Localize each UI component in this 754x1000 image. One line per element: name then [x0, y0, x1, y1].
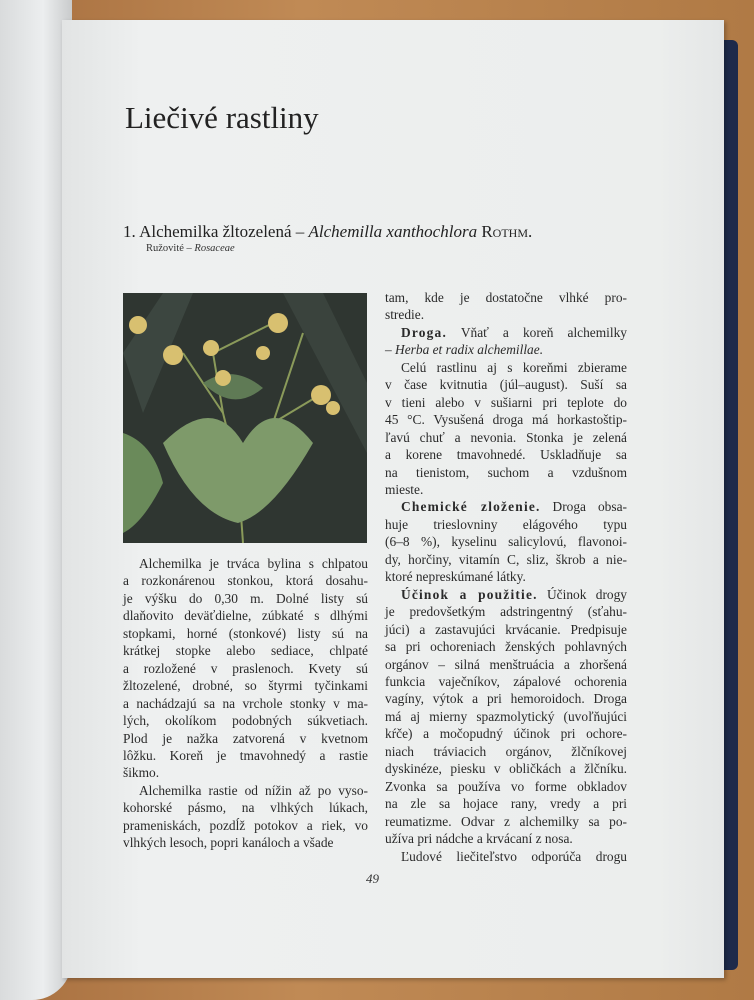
text-line	[123, 677, 368, 694]
text-column-right	[385, 289, 627, 865]
line-text: v čase kvitnutia (júl–august). Suší sa	[385, 377, 627, 393]
entry-heading	[123, 222, 532, 242]
text-line	[123, 642, 368, 659]
line-text: Ľudové liečiteľstvo odporúča drogu	[401, 848, 627, 864]
line-text: Vňať a koreň alchemilky	[447, 324, 627, 340]
line-text: dyskinéze, piesku v obličkách a žlčníku.	[385, 761, 627, 777]
line-text: niach tráviacich orgánov, žlčníkovej	[385, 743, 627, 759]
section-heading: Účinok a použitie.	[401, 586, 538, 602]
line-text: júci) a zastavujúci krvácanie. Predpisuje	[385, 621, 627, 637]
section-heading: Droga.	[401, 324, 448, 340]
text-line	[385, 289, 627, 306]
text-line	[385, 708, 627, 725]
line-text: a korene tmavohnedé. Uskladňuje sa	[385, 447, 627, 463]
text-line	[385, 795, 627, 812]
text-line	[385, 778, 627, 795]
entry-author: Rothm.	[481, 222, 533, 241]
text-line	[123, 555, 368, 572]
line-text: Celú rastlinu aj s koreňmi zbierame	[401, 359, 627, 375]
dash: –	[291, 222, 309, 241]
line-text: sa pri ochoreniach ženských pohlavných	[385, 639, 627, 655]
text-line	[123, 572, 368, 589]
line-text: reumatizme. Odvar z alchemilky sa po-	[385, 813, 627, 829]
text-line	[385, 306, 627, 323]
line-text: Účinok drogy	[537, 586, 627, 602]
line-text: vagíny, výtok a pri hemoroidoch. Droga	[385, 691, 627, 707]
family-sk: Ružovité	[146, 243, 184, 254]
text-line	[385, 464, 627, 481]
line-text: Zvonka sa používa vo forme obkladov	[385, 778, 627, 794]
text-line	[385, 638, 627, 655]
line-text: stredie.	[385, 307, 425, 323]
line-text: lôžku. Koreň je tmavohnedý a rastie	[123, 747, 368, 763]
text-line	[385, 446, 627, 463]
line-text: na tienistom, suchom a vzdušnom	[385, 464, 627, 480]
text-line	[385, 341, 627, 358]
text-line	[385, 813, 627, 830]
line-text: 45 °C. Vysušená droga má horkastoštip-	[385, 412, 627, 428]
line-text: huje trieslovniny elágového typu	[385, 516, 627, 532]
text-line	[385, 848, 627, 865]
text-line	[123, 782, 368, 799]
text-line	[385, 743, 627, 760]
section-heading: Chemické zloženie.	[401, 499, 541, 515]
page-number: 49	[366, 871, 379, 886]
family-latin: Rosaceae	[194, 243, 235, 254]
entry-latin-name: Alchemilla xanthochlora	[308, 222, 478, 241]
text-line	[123, 590, 368, 607]
entry-name: Alchemilka žltozelená	[139, 222, 292, 241]
line-text: funkcia vaječníkov, zápalové ochorenia	[385, 673, 627, 689]
text-line	[385, 411, 627, 428]
line-text: a rozložené v praslenoch. Kvety sú	[123, 660, 368, 676]
line-text: je predovšetkým adstringentný (sťahu-	[385, 604, 627, 620]
line-text: Alchemilka je trváca bylina s chlpatou	[139, 556, 368, 571]
line-text: dlaňovito deväťdielne, zúbkaté s dlhými	[123, 608, 368, 624]
line-text: v tieni alebo v sušiarni pri teplote do	[385, 394, 627, 410]
line-text: má aj mierny spazmolytický (uvoľňujúci	[385, 708, 627, 724]
line-text: a rozkonárenou stonkou, ktorá dosahu-	[123, 573, 368, 589]
line-text: orgánov – silná menštruácia a zhoršená	[385, 656, 627, 672]
line-text: dy, horčiny, vitamín C, sliz, škrob a nie-	[385, 551, 627, 567]
line-text: žltozelené, drobné, so štyrmi tyčinkami	[123, 678, 368, 694]
text-line	[123, 625, 368, 642]
line-text: mieste.	[385, 481, 424, 497]
line-text: Droga obsa-	[540, 499, 627, 515]
line-text: stopkami, horné (stonkové) listy sú na	[123, 625, 368, 641]
line-text: je výšku do 0,30 m. Dolné listy sú	[123, 590, 368, 606]
text-line	[385, 516, 627, 533]
text-line	[385, 621, 627, 638]
text-line	[385, 586, 627, 603]
line-text: (6–8 %), kyselinu salicylovú, flavonoi-	[385, 534, 627, 550]
line-text: na zle sa hojace rany, vredy a pri	[385, 796, 627, 812]
entry-family: Ružovité – Rosaceae	[146, 243, 235, 254]
line-text: krátkej stopke alebo sediace, chlpaté	[123, 643, 368, 659]
text-line	[385, 498, 627, 515]
entry-number: 1.	[123, 222, 136, 241]
text-line	[123, 817, 368, 834]
text-line	[123, 764, 368, 781]
line-text: kŕče) a močopudný účinok pri ochore-	[385, 726, 627, 742]
text-line	[385, 830, 627, 847]
text-line	[385, 725, 627, 742]
text-line	[385, 656, 627, 673]
line-text: šikmo.	[123, 765, 160, 781]
text-line	[385, 760, 627, 777]
line-text: prameniskách, pozdĺž potokov a riek, vo	[123, 817, 368, 833]
text-line	[385, 603, 627, 620]
text-line	[123, 799, 368, 816]
line-text: Alchemilka rastie od nížin až po vyso-	[139, 782, 368, 798]
text-line	[123, 730, 368, 747]
text-line	[123, 747, 368, 764]
text-line	[385, 481, 627, 498]
text-line	[123, 834, 368, 851]
line-text: a nachádzajú sa na vrchole stonky v ma-	[123, 695, 368, 711]
text-line	[385, 429, 627, 446]
text-line	[123, 712, 368, 729]
text-line	[385, 394, 627, 411]
line-text: vlhkých lesoch, popri kanáloch a všade	[123, 835, 334, 851]
line-text: ľavú chuť a nevonia. Stonka je zelená	[385, 429, 627, 445]
line-text: kohorské pásmo, na vlhkých lúkach,	[123, 800, 368, 816]
text-line	[123, 607, 368, 624]
text-line	[385, 673, 627, 690]
text-line	[385, 324, 627, 341]
text-line	[385, 551, 627, 568]
line-text: lých, okolíkom podobných súkvetiach.	[123, 713, 368, 729]
page-title: Liečivé rastliny	[125, 100, 319, 135]
text-line	[123, 660, 368, 677]
text-line	[385, 690, 627, 707]
line-text: Plod je nažka zatvorená v kvetnom	[123, 730, 368, 746]
text-column-left	[123, 555, 368, 852]
text-line	[123, 695, 368, 712]
latin-term: – Herba et radix alchemillae.	[385, 342, 544, 358]
text-line	[385, 568, 627, 585]
text-line	[385, 359, 627, 376]
text-line	[385, 533, 627, 550]
line-text: ktoré nepreskúmané látky.	[385, 569, 526, 585]
line-text: užíva pri nádche a krvácaní z nosa.	[385, 831, 573, 847]
line-text: tam, kde je dostatočne vlhké pro-	[385, 290, 627, 305]
text-line	[385, 376, 627, 393]
plant-photo	[123, 293, 367, 543]
